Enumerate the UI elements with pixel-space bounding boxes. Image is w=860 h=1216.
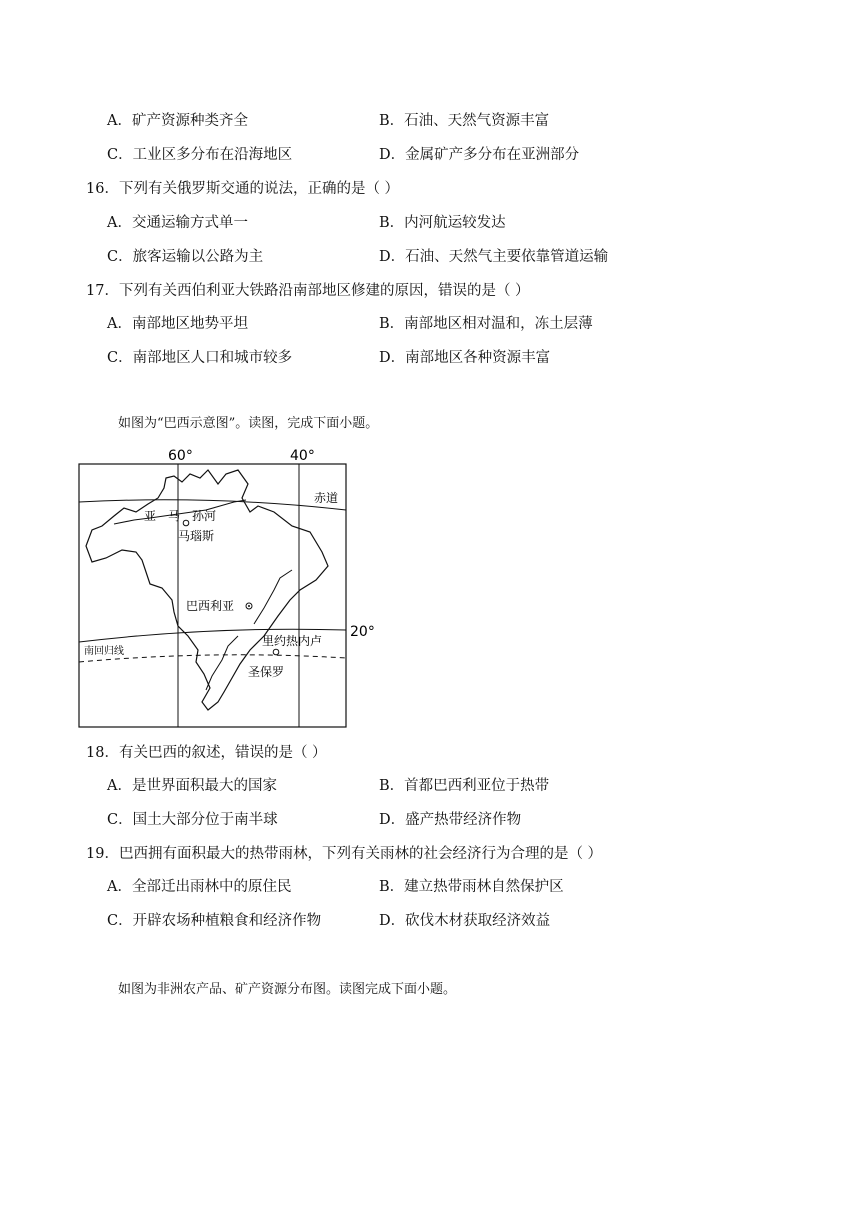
q18-option-a: A．是世界面积最大的国家 bbox=[107, 778, 277, 794]
river-east bbox=[254, 570, 292, 624]
brazil-map-intro: 如图为“巴西示意图”。读图，完成下面小题。 bbox=[118, 416, 379, 431]
q18-option-c: C．国土大部分位于南半球 bbox=[107, 812, 278, 828]
tropic-label: 南回归线 bbox=[84, 646, 124, 657]
rio-marker bbox=[273, 649, 279, 655]
q16-option-a: A．交通运输方式单一 bbox=[107, 215, 248, 231]
q19-option-b: B．建立热带雨林自然保护区 bbox=[379, 879, 564, 895]
q17-option-b: B．南部地区相对温和，冻土层薄 bbox=[379, 316, 593, 332]
saopaulo-label: 圣保罗 bbox=[248, 665, 285, 679]
q19-option-d: D．砍伐木材获取经济效益 bbox=[379, 913, 551, 929]
lat20-label: 20° bbox=[350, 624, 375, 640]
equator-label: 赤道 bbox=[314, 491, 339, 505]
brazil-outline bbox=[86, 470, 328, 710]
lon60-label: 60° bbox=[168, 448, 193, 464]
manaus-label: 马瑙斯 bbox=[178, 529, 215, 543]
q17-stem: 17．下列有关西伯利亚大铁路沿南部地区修建的原因，错误的是（ ） bbox=[86, 283, 530, 299]
q16-option-c: C．旅客运输以公路为主 bbox=[107, 249, 264, 265]
brasilia-label: 巴西利亚 bbox=[186, 599, 235, 613]
river-south bbox=[206, 636, 238, 690]
lon40-label: 40° bbox=[290, 448, 315, 464]
q16-option-b: B．内河航运较发达 bbox=[379, 215, 506, 231]
q17-option-c: C．南部地区人口和城市较多 bbox=[107, 350, 293, 366]
q18-option-d: D．盛产热带经济作物 bbox=[379, 812, 522, 828]
q15-option-d: D．金属矿产多分布在亚洲部分 bbox=[379, 147, 580, 163]
map-frame bbox=[79, 464, 346, 727]
africa-map-intro: 如图为非洲农产品、矿产资源分布图。读图完成下面小题。 bbox=[118, 982, 457, 997]
q19-stem: 19．巴西拥有面积最大的热带雨林，下列有关雨林的社会经济行为合理的是（ ） bbox=[86, 846, 603, 862]
q19-option-c: C．开辟农场种植粮食和经济作物 bbox=[107, 913, 322, 929]
q15-option-a: A．矿产资源种类齐全 bbox=[107, 113, 248, 129]
q19-option-a: A．全部迁出雨林中的原住民 bbox=[107, 879, 292, 895]
rio-label: 里约热内卢 bbox=[262, 634, 323, 648]
q18-stem: 18．有关巴西的叙述，错误的是（ ） bbox=[86, 745, 327, 761]
q15-option-c: C．工业区多分布在沿海地区 bbox=[107, 147, 293, 163]
q17-option-d: D．南部地区各种资源丰富 bbox=[379, 350, 551, 366]
q16-option-d: D．石油、天然气主要依靠管道运输 bbox=[379, 249, 609, 265]
amazon-label: 亚 马 孙河 bbox=[144, 509, 217, 523]
q15-option-b: B．石油、天然气资源丰富 bbox=[379, 113, 550, 129]
brazil-map bbox=[78, 440, 378, 730]
q16-stem: 16．下列有关俄罗斯交通的说法，正确的是（ ） bbox=[86, 181, 400, 197]
q18-option-b: B．首都巴西利亚位于热带 bbox=[379, 778, 550, 794]
q17-option-a: A．南部地区地势平坦 bbox=[107, 316, 248, 332]
